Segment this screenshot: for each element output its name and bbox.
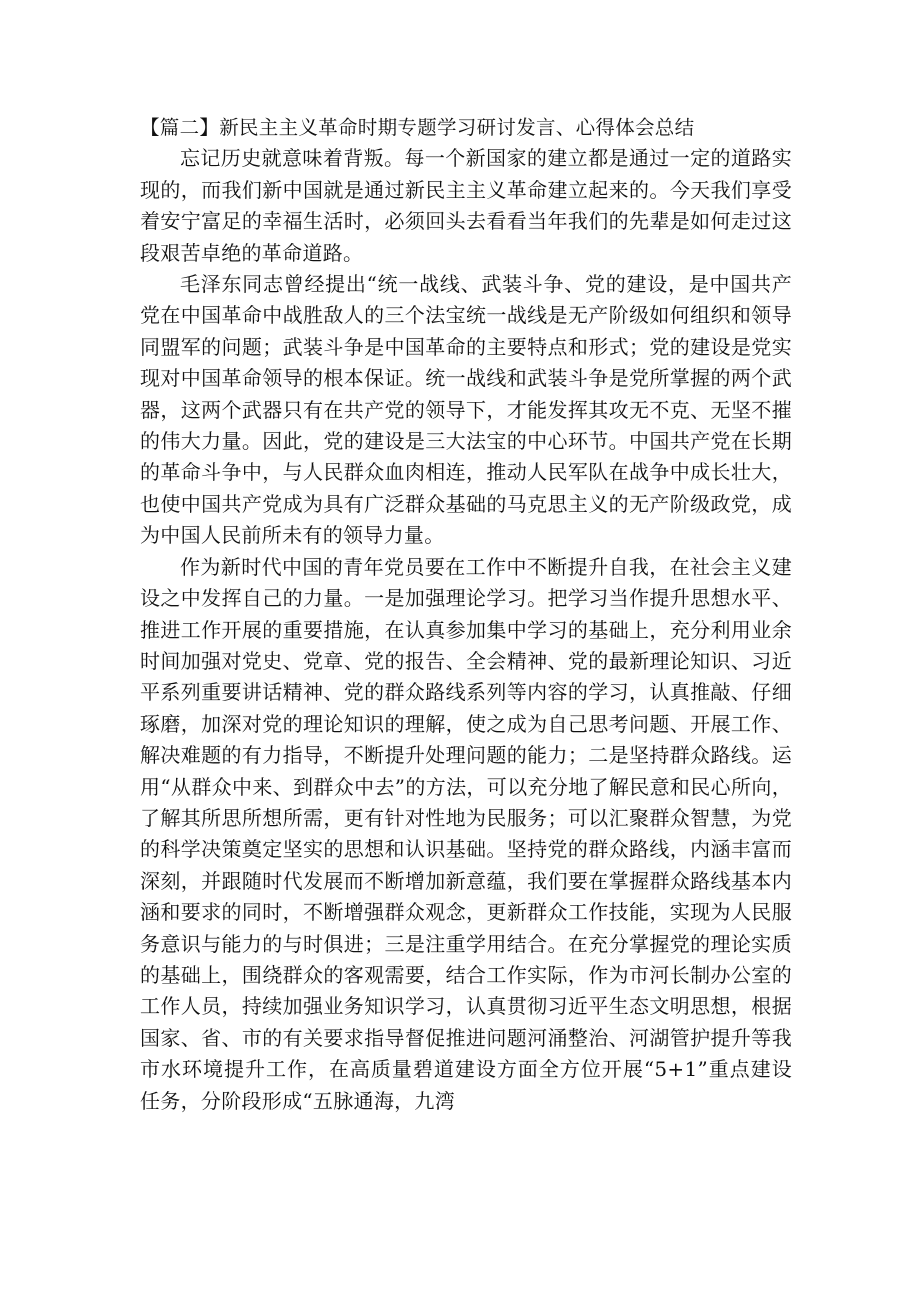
paragraph-3: 作为新时代中国的青年党员要在工作中不断提升自我，在社会主义建设之中发挥自己的力量。一是加强理论学习。把学习当作提升思想水平、推进工作开展的重要措施，在认真参加集中学习的基础上，充分利用业余时间加强对党史、党章、党的报告、全会精神、党的最新理论知识、习近平系列重要讲话精神、党的群众路线系列等内容的学习，认真推敲、仔细琢磨，加深对党的理论知识的理解，使之成为自己思考问题、开展工作、解决难题的有力指导，不断提升处理问题的能力；二是坚持群众路线。运用“从群众中来、到群众中去”的方法，可以充分地了解民意和民心所向，了解其所思所想所需，更有针对性地为民服务；可以汇聚群众智慧，为党的科学决策奠定坚实的思想和认识基础。坚持党的群众路线，内涵丰富而深刻，并跟随时代发展而不断增加新意蕴，我们要在掌握群众路线基本内涵和要求的同时，不断增强群众观念，更新群众工作技能，实现为人民服务意识与能力的与时俱进；三是注重学用结合。在充分掌握党的理论实质的基础上，围绕群众的客观需要，结合工作实际，作为市河长制办公室的工作人员，持续加强业务知识学习，认真贯彻习近平生态文明思想，根据国家、省、市的有关要求指导督促推进问题河涌整治、河湖管护提升等我市水环境提升工作，在高质量碧道建设方面全方位开展“5+1”重点建设任务，分阶段形成“五脉通海，九湾: [140, 554, 792, 1113]
document-heading: 【篇二】新民主主义革命时期专题学习研讨发言、心得体会总结: [140, 116, 695, 139]
paragraph-2: 毛泽东同志曾经提出“统一战线、武装斗争、党的建设，是中国共产党在中国革命中战胜敌人的三个法宝统一战线是无产阶级如何组织和领导同盟军的问题；武装斗争是中国革命的主要特点和形式；党的建设是党实现对中国革命领导的根本保证。统一战线和武装斗争是党所掌握的两个武器，这两个武器只有在共产党的领导下，才能发挥其攻无不克、无坚不摧的伟大力量。因此，党的建设是三大法宝的中心环节。中国共产党在长期的革命斗争中，与人民群众血肉相连，推动人民军队在战争中成长壮大，也使中国共产党成为具有广泛群众基础的马克思主义的无产阶级政党，成为中国人民前所未有的领导力量。: [140, 272, 792, 548]
document-page: [140, 112, 792, 1117]
paragraph-1: 忘记历史就意味着背叛。每一个新国家的建立都是通过一定的道路实现的，而我们新中国就是通过新民主主义革命建立起来的。今天我们享受着安宁富足的幸福生活时，必须回头去看看当年我们的先辈是如何走过这段艰苦卓绝的革命道路。: [140, 146, 792, 265]
